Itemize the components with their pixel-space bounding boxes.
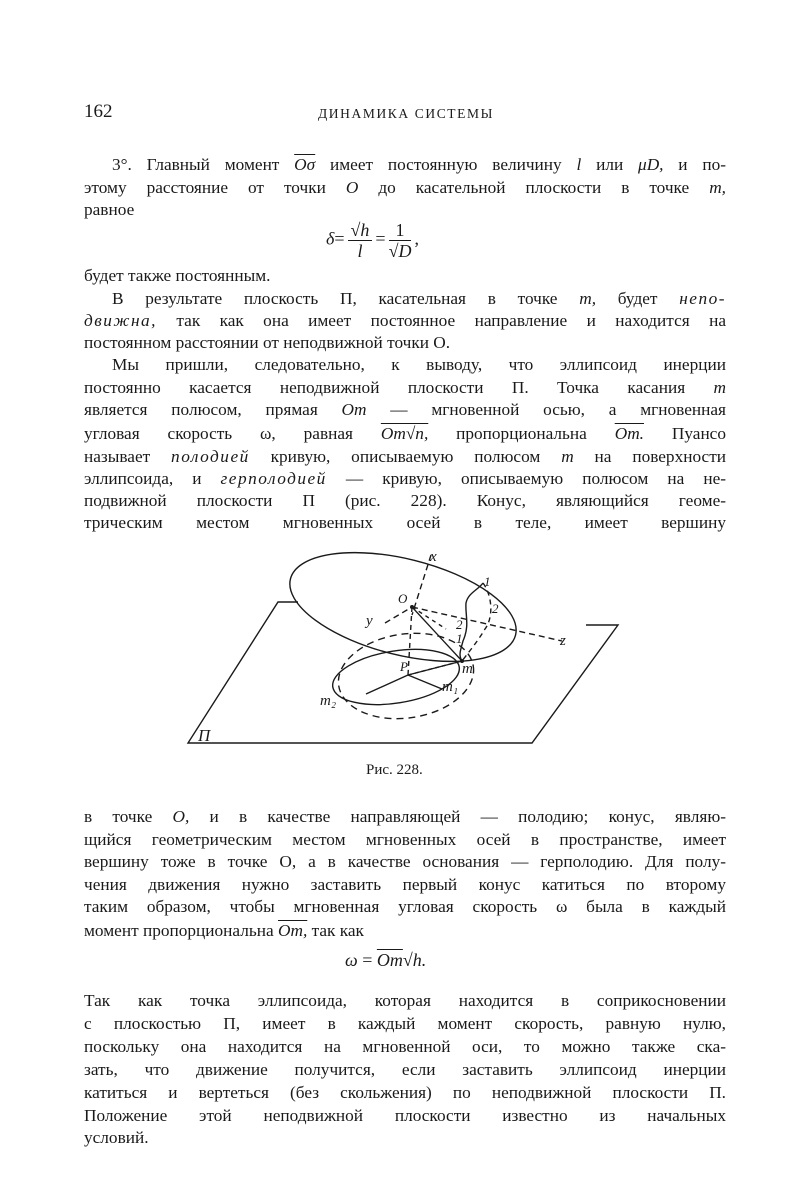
text-line: постоянном расстоянии от неподвижной точки O. <box>84 333 451 352</box>
label-m: m <box>462 661 473 677</box>
text-line: таким образом, чтобы мгновенная угловая скорость ω была в каждый <box>84 897 726 916</box>
figure-caption: Рис. 228. <box>366 762 423 778</box>
text-line: Положение этой неподвижной плоскости известно из начальных <box>84 1106 726 1125</box>
emphasis: полодией <box>171 447 250 466</box>
herpolhode-inner <box>329 641 464 712</box>
label-1-top: 1 <box>484 574 491 589</box>
text-line: будет также постоянным. <box>84 266 271 285</box>
vector-symbol: $\overline{O\sigma}$ <box>294 155 316 174</box>
y-axis <box>385 607 412 623</box>
text-line: постоянно касается неподвижной плоскости П. Точка касания m <box>84 378 726 397</box>
label-plane: П <box>198 726 211 745</box>
point-o <box>410 605 414 609</box>
label-m2: m₂ <box>320 693 337 709</box>
text-line: равное <box>84 200 135 219</box>
text-line: эллипсоида, и герполодией — кривую, описываемую полюсом на не- <box>84 469 726 488</box>
line-op <box>408 607 412 675</box>
label-x: x <box>430 549 437 565</box>
text-line: момент пропорциональна Om, так как <box>84 921 364 940</box>
text-line: подвижной плоскости П (рис. 228). Конус, являющийся геоме- <box>84 491 726 510</box>
page-number: 162 <box>84 101 113 122</box>
text-line: угловая скорость ω, равная Om√n, пропорциональна Om. Пуансо <box>84 424 726 443</box>
label-o: O <box>398 591 408 606</box>
label-y: y <box>366 613 373 629</box>
text-line: трическим местом мгновенных осей в теле, имеет вершину <box>84 513 726 532</box>
text-line: условий. <box>84 1128 149 1147</box>
emphasis: непо- <box>679 289 726 308</box>
emphasis: движна, <box>84 311 157 330</box>
text-line: этому расстояние от точки O до касательной плоскости в точке m, <box>84 178 726 197</box>
label-2-right: 2 <box>492 601 499 616</box>
text-line: Мы пришли, следовательно, к выводу, что эллипсоид инерции <box>112 355 726 374</box>
text-line: чения движения нужно заставить первый конус катиться по второму <box>84 875 726 894</box>
text-line: поскольку она находится на мгновенной оси, то можно также ска- <box>84 1037 726 1056</box>
text-line: движна, так как она имеет постоянное направление и находится на <box>84 311 726 330</box>
text-line: с плоскостью П, имеет в каждый момент скорость, равную нулю, <box>84 1014 726 1033</box>
figure-ellipsoid-diagram <box>180 545 620 750</box>
text-line: катиться и вертеться (без скольжения) по неподвижной плоскости П. <box>84 1083 726 1102</box>
z-axis <box>412 607 562 641</box>
label-p: P <box>400 659 408 674</box>
line-p-m1 <box>408 675 442 689</box>
text-line: называет полодией кривую, описываемую полюсом m на поверхности <box>84 447 726 466</box>
text-line: 3°. Главный момент $\overline{O\sigma}$ имеет постоянную величину l или μD, и по- <box>112 155 726 174</box>
fraction: $\frac{√h}{l}$ <box>348 220 373 261</box>
label-z: z <box>560 633 566 649</box>
text-line: щийся геометрическим местом мгновенных осей в пространстве, имеет <box>84 830 726 849</box>
text-line: Так как точка эллипсоида, которая находится в соприкосновении <box>84 991 726 1010</box>
running-title: ДИНАМИКА СИСТЕМЫ <box>318 106 494 121</box>
text-line: вершину тоже в точке O, а в качестве основания — герполодию. Для полу- <box>84 852 726 871</box>
text-line: зать, что движение получится, если заставить эллипсоид инерции <box>84 1060 726 1079</box>
label-1-lower: 1 <box>456 631 463 646</box>
text-line: В результате плоскость П, касательная в точке m, будет непо- <box>112 289 726 308</box>
line-p-m2 <box>366 675 408 694</box>
fraction: $\frac{1}{√D}$ <box>388 220 412 261</box>
emphasis: герполодией <box>220 469 327 488</box>
formula-delta: δ= $\frac{√h}{l}$ = $\frac{1}{√D}$ , <box>326 220 419 261</box>
label-2-left: 2 <box>456 617 463 632</box>
formula-omega: $\omega = \overline{Om}√h$. <box>345 950 427 970</box>
text-line: в точке O, и в качестве направляющей — полодию; конус, являю- <box>84 807 726 826</box>
text-line: является полюсом, прямая Om — мгновенной осью, а мгновенная <box>84 400 726 419</box>
label-m1: m₁ <box>442 679 459 695</box>
